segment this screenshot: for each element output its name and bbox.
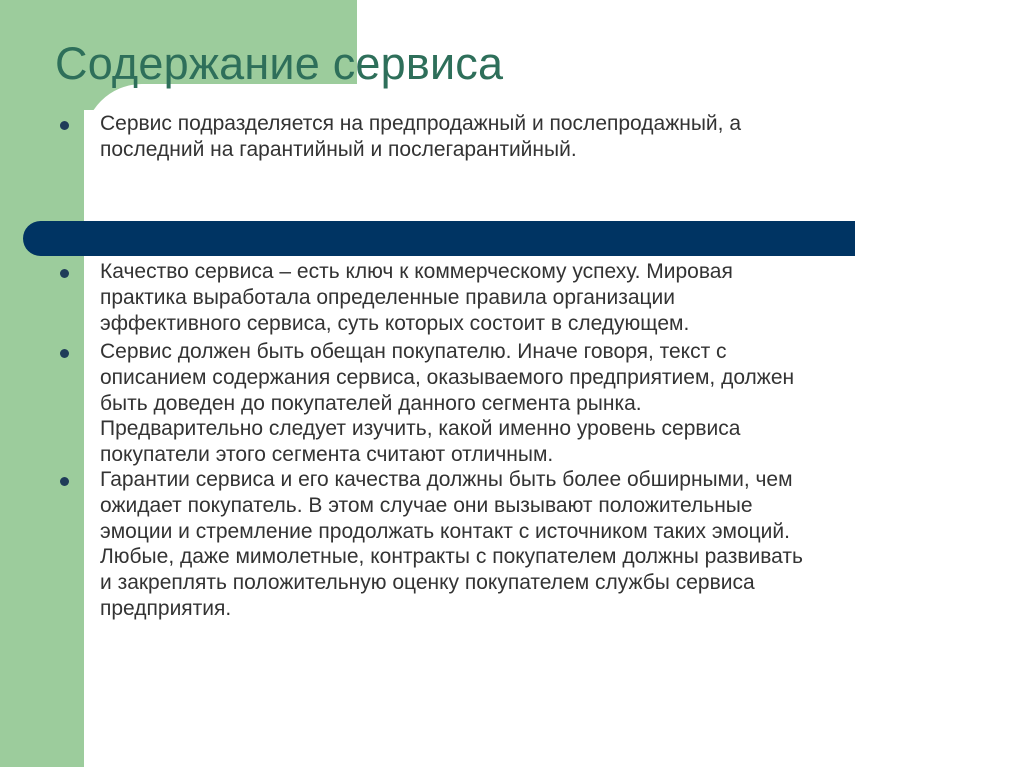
bullet-dot-icon bbox=[60, 269, 69, 278]
bullet-dot-icon bbox=[60, 349, 69, 358]
bullet-dot-icon bbox=[60, 121, 69, 130]
bullet-text: Сервис подразделяется на предпродажный и послепродажный, а последний на гарантийный и послегарантийный. bbox=[100, 112, 742, 161]
bullet-text: Гарантии сервиса и его качества должны быть более обширными, чем ожидает покупатель. В этом случае они вызывают положительные эмоции и стремление продолжать контакт с источником таких эмоций. Любые, даже мимолетные, контракты с покупателем должны развивать и закреплять положительную оценку покупателем службы сервиса предприятия. bbox=[100, 468, 803, 620]
bullet-text: Качество сервиса – есть ключ к коммерческому успеху. Мировая практика выработала определенные правила организации эффективного сервиса, суть которых состоит в следующем. bbox=[100, 260, 733, 335]
bullet-text: Сервис должен быть обещан покупателю. Иначе говоря, текст с описанием содержания сервиса, оказываемого предприятием, должен быть доведен до покупателей данного сегмента рынка. Предварительно следует изучить, какой именно уровень сервиса покупатели этого сегмента считают отличным. bbox=[100, 340, 795, 467]
bullet-dot-icon bbox=[60, 477, 69, 486]
slide-title: Содержание сервиса bbox=[55, 38, 504, 89]
